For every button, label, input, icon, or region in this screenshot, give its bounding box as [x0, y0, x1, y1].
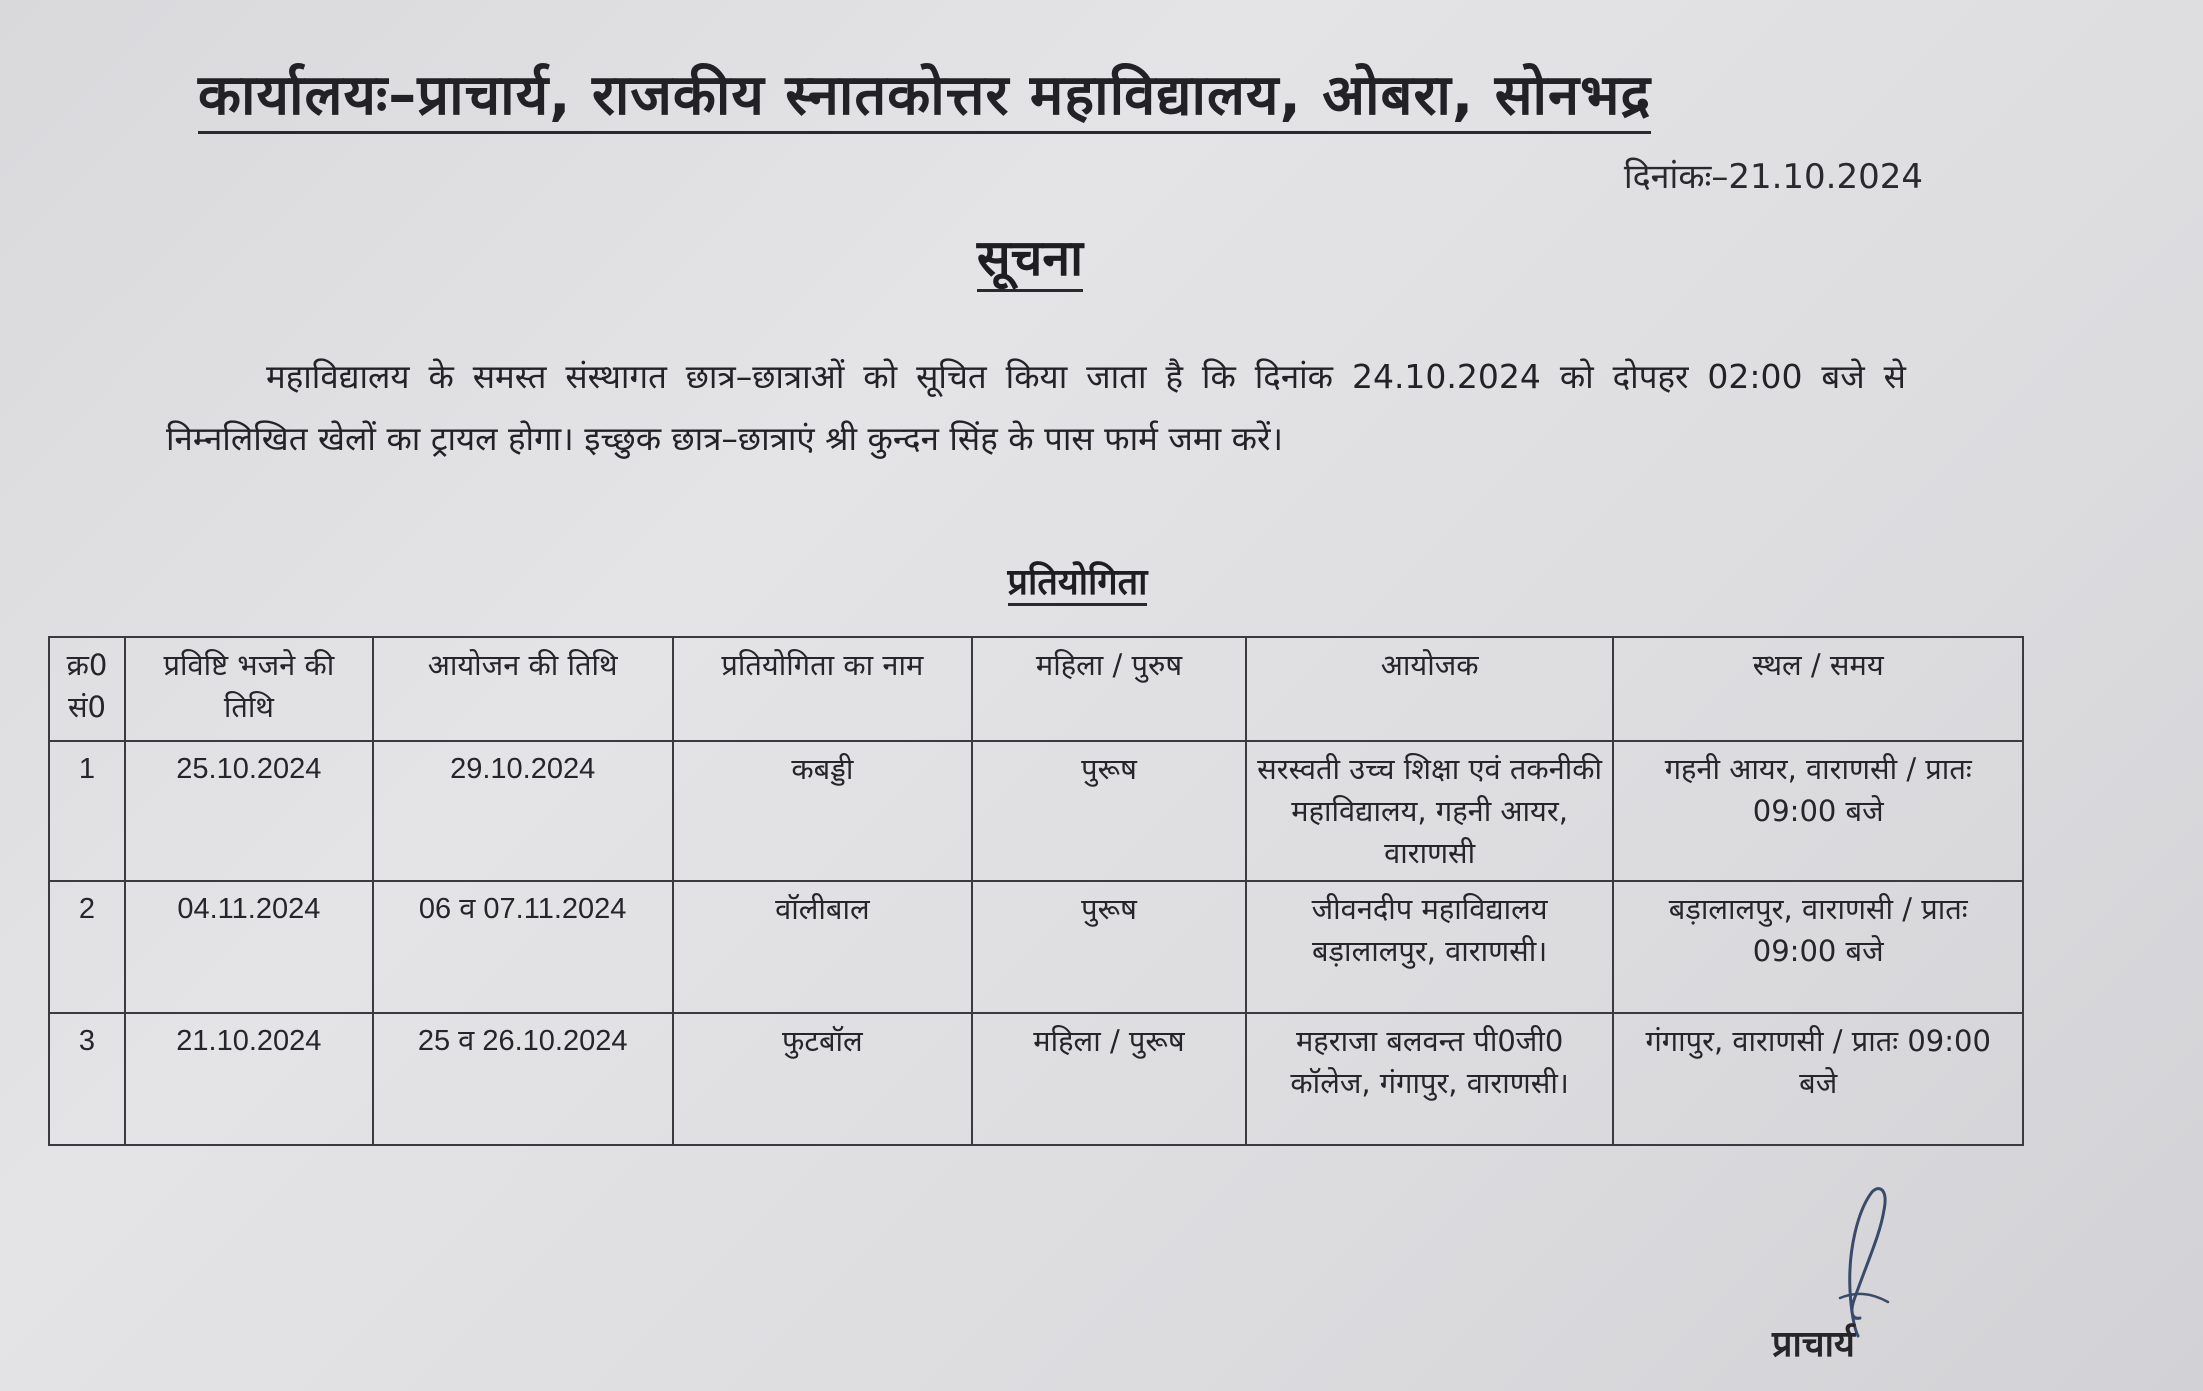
- header-event-date: आयोजन की तिथि: [373, 637, 673, 741]
- competition-table: [48, 636, 2024, 1146]
- cell-venue-time: गहनी आयर, वाराणसी / प्रातः 09:00 बजे: [1613, 741, 2023, 881]
- cell-sno: 2: [49, 881, 125, 1013]
- cell-venue-time: गंगापुर, वाराणसी / प्रातः 09:00 बजे: [1613, 1013, 2023, 1145]
- table-row: [49, 881, 2023, 1013]
- cell-sno: 3: [49, 1013, 125, 1145]
- cell-organizer: सरस्वती उच्च शिक्षा एवं तकनीकी महाविद्यालय, गहनी आयर, वाराणसी: [1246, 741, 1614, 881]
- cell-gender: पुरूष: [972, 881, 1246, 1013]
- signatory-title: प्राचार्य: [1772, 1324, 1855, 1365]
- signature-mark: [1810, 1180, 1910, 1340]
- notice-title: [0, 222, 2060, 290]
- notice-title-text: सूचना: [977, 229, 1083, 292]
- header-gender: महिला / पुरुष: [972, 637, 1246, 741]
- cell-competition-name: वॉलीबाल: [673, 881, 973, 1013]
- competition-title: [0, 556, 2155, 605]
- cell-competition-name: फुटबॉल: [673, 1013, 973, 1145]
- header-sno: क्र0 सं0: [49, 637, 125, 741]
- header-competition-name: प्रतियोगिता का नाम: [673, 637, 973, 741]
- header-entry-date: प्रविष्टि भजने की तिथि: [125, 637, 373, 741]
- cell-event-date: 06 व 07.11.2024: [373, 881, 673, 1013]
- header-venue-time: स्थल / समय: [1613, 637, 2023, 741]
- cell-gender: महिला / पुरूष: [972, 1013, 1246, 1145]
- table-row: [49, 1013, 2023, 1145]
- cell-entry-date: 21.10.2024: [125, 1013, 373, 1145]
- cell-competition-name: कबड्डी: [673, 741, 973, 881]
- cell-venue-time: बड़ालालपुर, वाराणसी / प्रातः 09:00 बजे: [1613, 881, 2023, 1013]
- cell-entry-date: 04.11.2024: [125, 881, 373, 1013]
- cell-event-date: 29.10.2024: [373, 741, 673, 881]
- cell-gender: पुरूष: [972, 741, 1246, 881]
- header-organizer: आयोजक: [1246, 637, 1614, 741]
- cell-entry-date: 25.10.2024: [125, 741, 373, 881]
- cell-sno: 1: [49, 741, 125, 881]
- table-header-row: [49, 637, 2023, 741]
- cell-event-date: 25 व 26.10.2024: [373, 1013, 673, 1145]
- notice-body: महाविद्यालय के समस्त संस्थागत छात्र–छात्राओं को सूचित किया जाता है कि दिनांक 24.10.2024 को दोपहर 02:00 बजे से निम्नलिखित खेलों का ट्रायल होगा। इच्छुक छात्र–छात्राएं श्री कुन्दन सिंह के पास फार्म जमा करें।: [166, 357, 1906, 458]
- cell-organizer: महराजा बलवन्त पी0जी0 कॉलेज, गंगापुर, वाराणसी।: [1246, 1013, 1614, 1145]
- competition-title-text: प्रतियोगिता: [1008, 562, 1148, 606]
- notice-date: दिनांकः–21.10.2024: [1623, 157, 1923, 197]
- office-heading: कार्यालयः–प्राचार्य, राजकीय स्नातकोत्तर महाविद्यालय, ओबरा, सोनभद्र: [198, 62, 1651, 134]
- table-row: [49, 741, 2023, 881]
- cell-organizer: जीवनदीप महाविद्यालय बड़ालालपुर, वाराणसी।: [1246, 881, 1614, 1013]
